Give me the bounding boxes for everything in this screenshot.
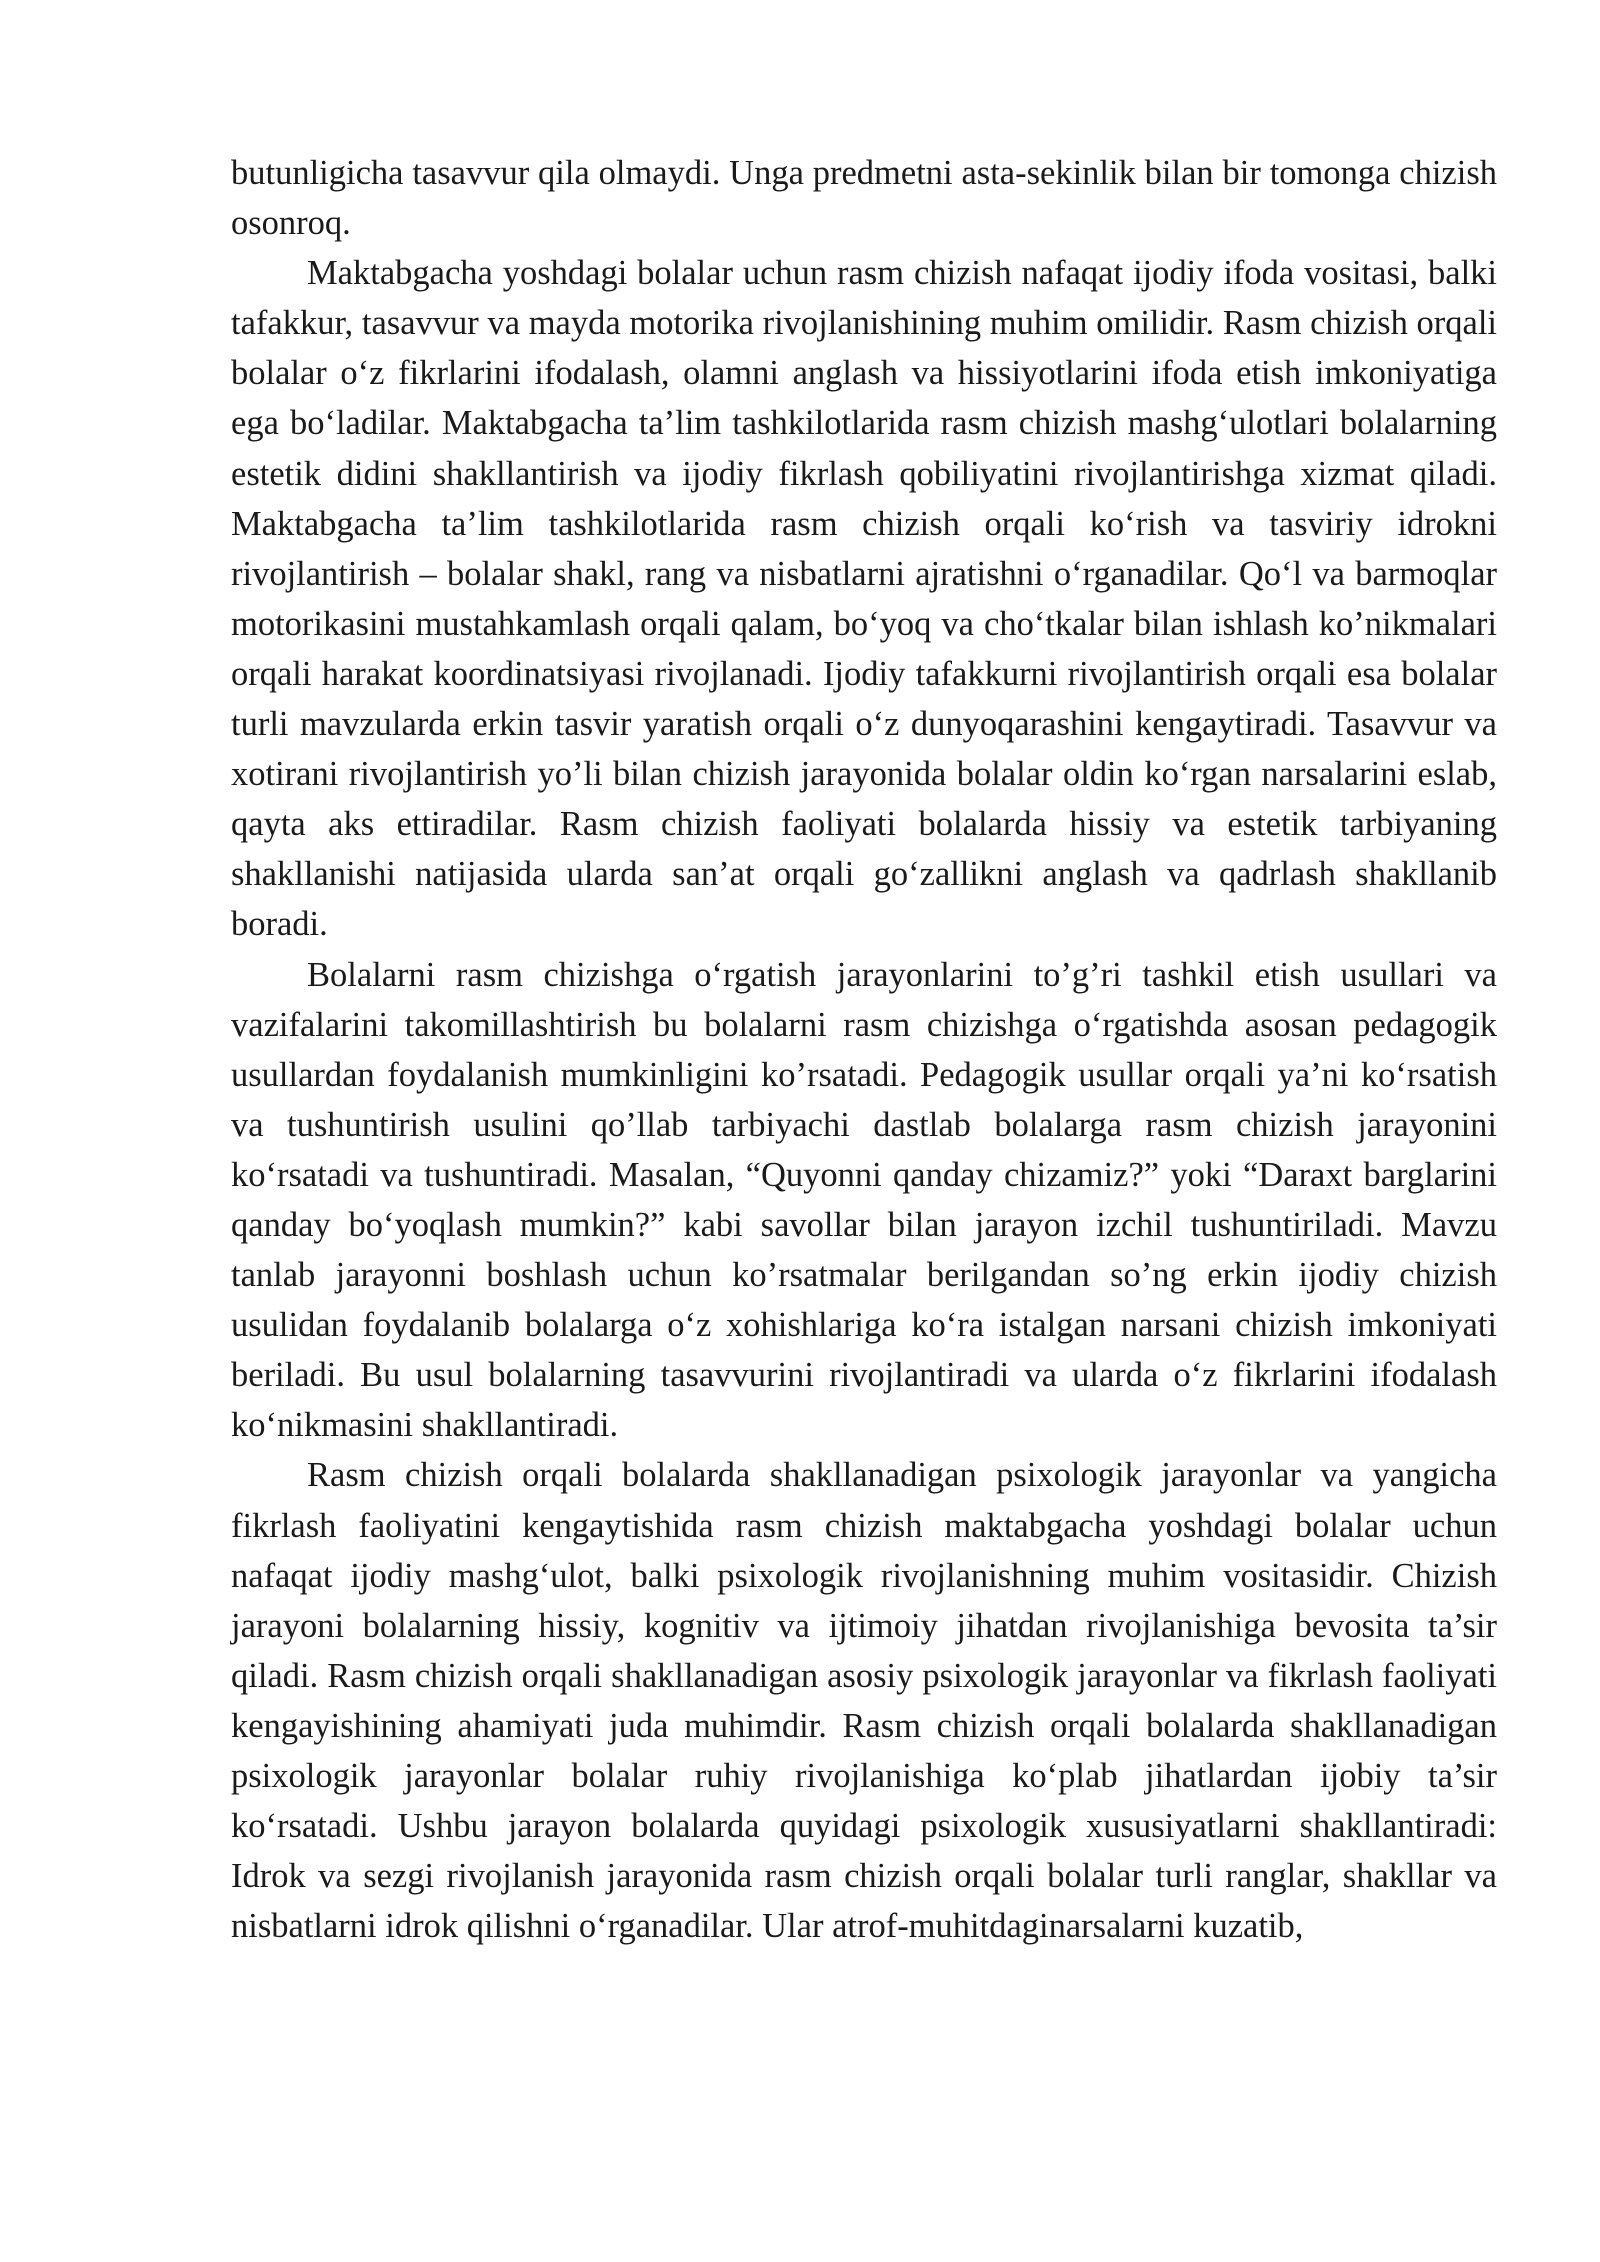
paragraph-continuation: butunligicha tasavvur qila olmaydi. Unga predmetni asta-sekinlik bilan bir tomonga chizish osonroq. bbox=[231, 154, 1497, 243]
paragraph-drawing-importance: Maktabgacha yoshdagi bolalar uchun rasm chizish nafaqat ijodiy ifoda vositasi, balki tafakkur, tasavvur va mayda motorika rivojlanishining muhim omilidir. Rasm chizish orqali bolalar o‘z fikrlarini ifodalash, olamni anglash va hissiyotlarini ifoda etish imkoniyatiga ega bo‘ladilar. Maktabgacha ta’lim tashkilotlarida rasm chizish mashg‘ulotlari bolalarning estetik didini shakllantirish va ijodiy fikrlash qobiliyatini rivojlantirishga xizmat qiladi. Maktabgacha ta’lim tashkilotlarida rasm chizish orqali ko‘rish va tasviriy idrokni rivojlantirish – bolalar shakl, rang va nisbatlarni ajratishni o‘rganadilar. Qo‘l va barmoqlar motorikasini mustahkamlash orqali qalam, bo‘yoq va cho‘tkalar bilan ishlash ko’nikmalari orqali harakat koordinatsiyasi rivojlanadi. Ijodiy tafakkurni rivojlantirish orqali esa bolalar turli mavzularda erkin tasvir yaratish orqali o‘z dunyoqarashini kengaytiradi. Tasavvur va xotirani rivojlantirish yo’li bilan chizish jarayonida bolalar oldin ko‘rgan narsalarini eslab, qayta aks ettiradilar. Rasm chizish faoliyati bolalarda hissiy va estetik tarbiyaning shakllanishi natijasida ularda san’at orqali go‘zallikni anglash va qadrlash shakllanib boradi. bbox=[231, 254, 1497, 944]
paragraph-teaching-methods: Bolalarni rasm chizishga o‘rgatish jarayonlarini to’g’ri tashkil etish usullari va vazifalarini takomillashtirish bu bolalarni rasm chizishga o‘rgatishda asosan pedagogik usullardan foydalanish mumkinligini ko’rsatadi. Pedagogik usullar orqali ya’ni ko‘rsatish va tushuntirish usulini qo’llab tarbiyachi dastlab bolalarga rasm chizish jarayonini ko‘rsatadi va tushuntiradi. Masalan, “Quyonni qanday chizamiz?” yoki “Daraxt barglarini qanday bo‘yoqlash mumkin?” kabi savollar bilan jarayon izchil tushuntiriladi. Mavzu tanlab jarayonni boshlash uchun ko’rsatmalar berilgandan so’ng erkin ijodiy chizish usulidan foydalanib bolalarga o‘z xohishlariga ko‘ra istalgan narsani chizish imkoniyati beriladi. Bu usul bolalarning tasavvurini rivojlantiradi va ularda o‘z fikrlarini ifodalash ko‘nikmasini shakllantiradi. bbox=[231, 955, 1497, 1445]
document-page bbox=[231, 148, 1497, 1951]
paragraph-psychological-processes: Rasm chizish orqali bolalarda shakllanadigan psixologik jarayonlar va yangicha fikrlash faoliyatini kengaytishida rasm chizish maktabgacha yoshdagi bolalar uchun nafaqat ijodiy mashg‘ulot, balki psixologik rivojlanishning muhim vositasidir. Chizish jarayoni bolalarning hissiy, kognitiv va ijtimoiy jihatdan rivojlanishiga bevosita ta’sir qiladi. Rasm chizish orqali shakllanadigan asosiy psixologik jarayonlar va fikrlash faoliyati kengayishining ahamiyati juda muhimdir. Rasm chizish orqali bolalarda shakllanadigan psixologik jarayonlar bolalar ruhiy rivojlanishiga ko‘plab jihatlardan ijobiy ta’sir ko‘rsatadi. Ushbu jarayon bolalarda quyidagi psixologik xususiyatlarni shakllantiradi: Idrok va sezgi rivojlanish jarayonida rasm chizish orqali bolalar turli ranglar, shakllar va nisbatlarni idrok qilishni o‘rganadilar. Ular atrof-muhitdaginarsalarni kuzatib, bbox=[231, 1456, 1497, 1946]
